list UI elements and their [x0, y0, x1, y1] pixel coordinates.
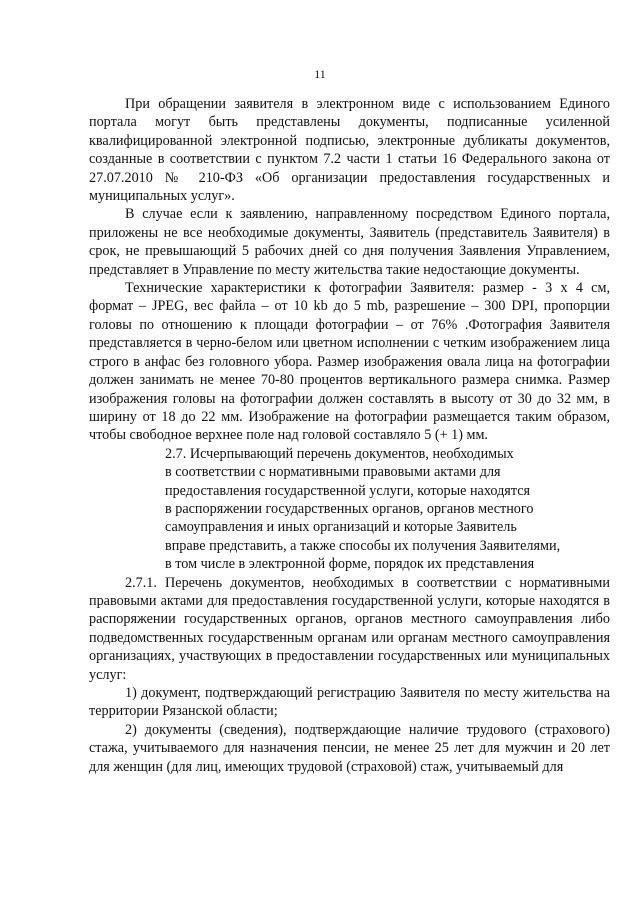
page-number: 11	[314, 67, 326, 81]
heading-line: самоуправления и иных организаций и которые Заявитель	[165, 519, 517, 536]
paragraph-2-7-1: 2.7.1. Перечень документов, необходимых в соответствии с нормативными правовыми актами для предоставления государственной услуги, которые находятся в распоряжении государственных органов, органов местного самоуправления либо подведомственных государственным органам или органам местного самоуправления организациях, участвующих в предоставлении государственных или муниципальных услуг:	[89, 574, 610, 683]
section-heading-2-7	[89, 445, 610, 574]
heading-line: вправе представить, а также способы их получения Заявителями,	[165, 537, 561, 554]
paragraph-photo-requirements: Технические характеристики к фотографии Заявителя: размер - 3 х 4 см, формат – JPEG, вес файла – от 10 kb до 5 mb, разрешение – 300 DPI, пропорции головы по отношению к площади фотографии – от 76% .Фотография Заявителя представляется в черно-белом или цветном исполнении с четким изображением лица строго в анфас без головного убора. Размер изображения овала лица на фотографии должен занимать не менее 70-80 процентов вертикального размера снимка. Размер изображения головы на фотографии должен составлять в высоту от 30 до 32 мм, в ширину от 18 до 22 мм. Изображение на фотографии размещается таким образом, чтобы свободное верхнее поле над головой составляло 5 (+ 1) мм.	[89, 280, 610, 444]
paragraph-missing-documents: В случае если к заявлению, направленному посредством Единого портала, приложены не все необходимые документы, Заявитель (представитель Заявителя) в срок, не превышающий 5 рабочих дней со дня получения Заявления Управлением, представляет в Управление по месту жительства такие недостающие документы.	[89, 206, 610, 278]
document-body	[89, 95, 610, 776]
paragraph-electronic-submission: При обращении заявителя в электронном виде с использованием Единого портала могут быть представлены документы, подписанные усиленной квалифицированной электронной подписью, электронные дубликаты документов, созданные в соответствии с пунктом 7.2 части 1 статьи 16 Федерального закона от 27.07.2010 № 210-ФЗ «Об организации предоставления государственных и муниципальных услуг».	[89, 96, 610, 205]
heading-line: в соответствии с нормативными правовыми актами для	[165, 464, 501, 481]
list-item-2: 2) документы (сведения), подтверждающие наличие трудового (страхового) стажа, учитываемого для назначения пенсии, не менее 25 лет для мужчин и 20 лет для женщин (для лиц, имеющих трудовой (страховой) стаж, учитываемый для	[89, 721, 610, 775]
heading-line: в том числе в электронной форме, порядок их представления	[165, 556, 535, 573]
heading-line: предоставления государственной услуги, которые находятся	[165, 482, 531, 499]
list-item-1: 1) документ, подтверждающий регистрацию Заявителя по месту жительства на территории Рязанской области;	[89, 685, 610, 720]
heading-line: в распоряжении государственных органов, органов местного	[165, 500, 534, 517]
heading-line: 2.7. Исчерпывающий перечень документов, необходимых	[165, 445, 514, 462]
